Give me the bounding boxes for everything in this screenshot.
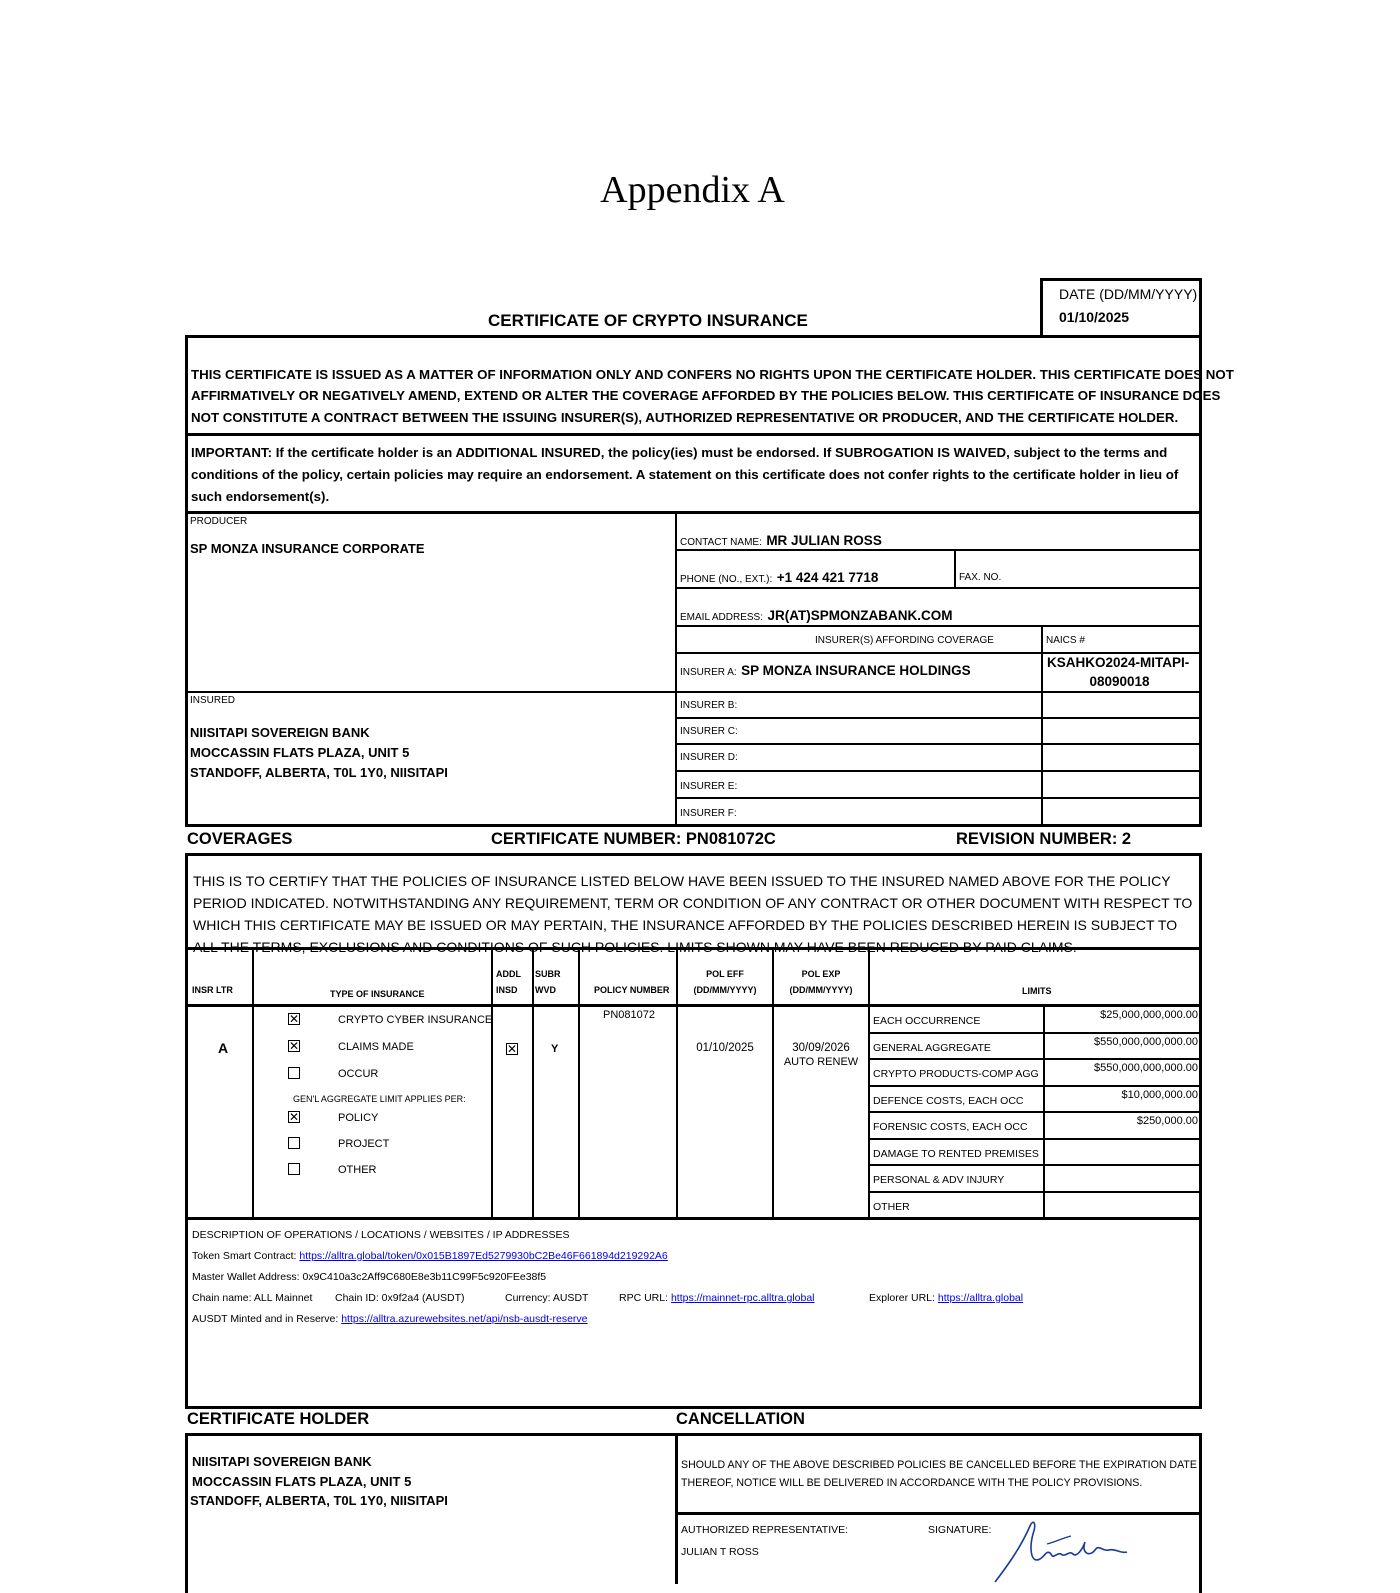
disclaimer-line: AFFIRMATIVELY OR NEGATIVELY AMEND, EXTEND OR ALTER THE COVERAGE AFFORDED BY THE POLICIES BELOW. THIS CERTIFICATE OF INSURANCE DOES xyxy=(191,388,1221,403)
explorer-label: Explorer URL: xyxy=(869,1292,935,1304)
aggregate-type-label: PROJECT xyxy=(338,1138,390,1150)
auth-rep-label: AUTHORIZED REPRESENTATIVE: xyxy=(681,1524,849,1536)
insurance-type-label: CRYPTO CYBER INSURANCE xyxy=(338,1014,493,1026)
disclaimer-line: NOT CONSTITUTE A CONTRACT BETWEEN THE ISSUING INSURER(S), AUTHORIZED REPRESENTATIVE OR PRODUCER, AND THE CERTIFICATE HOLDER. xyxy=(191,410,1179,425)
insured-label: INSURED xyxy=(190,695,236,706)
header-subr-1: SUBR xyxy=(535,969,561,979)
certificate-number: CERTIFICATE NUMBER: PN081072C xyxy=(491,830,776,848)
fax-label: FAX. NO. xyxy=(959,572,1002,583)
email-label: EMAIL ADDRESS: xyxy=(680,612,763,623)
aggregate-type-label: OTHER xyxy=(338,1164,377,1176)
reserve-row xyxy=(192,1313,588,1326)
limit-label: CRYPTO PRODUCTS-COMP AGG xyxy=(873,1068,1039,1080)
limit-value: $25,000,000,000.00 xyxy=(1100,1009,1198,1021)
email-value: JR(AT)SPMONZABANK.COM xyxy=(767,608,953,623)
auth-rep-name: JULIAN T ROSS xyxy=(681,1546,759,1558)
header-pol-eff-2: (DD/MM/YYYY) xyxy=(693,985,757,995)
addl-insd-checkbox[interactable]: ✕ xyxy=(507,1042,518,1056)
coverages-heading: COVERAGES xyxy=(187,830,293,848)
header-pol-exp-1: POL EXP xyxy=(801,969,841,979)
phone-label: PHONE (NO., EXT.): xyxy=(680,574,773,585)
insurer-e-label: INSURER E: xyxy=(680,781,738,792)
holder-line2: MOCCASSIN FLATS PLAZA, UNIT 5 xyxy=(192,1474,412,1489)
insurance-type-checkbox[interactable]: ✕ xyxy=(289,1039,300,1053)
explorer-row xyxy=(869,1292,1023,1305)
insurance-type-checkbox[interactable] xyxy=(288,1067,300,1079)
wallet-value: 0x9C410a3c2Aff9C680E8e3b11C99F5c920FEe38f5 xyxy=(302,1271,547,1283)
header-limits: LIMITS xyxy=(1022,986,1052,996)
important-line: conditions of the policy, certain policies may require an endorsement. A statement on this certificate does not confer rights to the certificate holder in lieu of xyxy=(191,467,1179,482)
header-subr-2: WVD xyxy=(535,985,556,995)
revision-number: REVISION NUMBER: 2 xyxy=(956,830,1132,848)
rpc-link[interactable]: https://mainnet-rpc.alltra.global xyxy=(670,1292,815,1304)
header-pol-exp-2: (DD/MM/YYYY) xyxy=(789,985,853,995)
explorer-link[interactable]: https://alltra.global xyxy=(937,1292,1024,1304)
header-insr-ltr: INSR LTR xyxy=(192,985,233,995)
limit-value: $250,000.00 xyxy=(1136,1115,1198,1127)
limit-label: GENERAL AGGREGATE xyxy=(873,1041,991,1054)
insurer-f-label: INSURER F: xyxy=(680,808,737,819)
limit-value: $550,000,000,000.00 xyxy=(1094,1062,1198,1074)
insurer-a-naics-line2: 08090018 xyxy=(1089,674,1150,689)
email-row xyxy=(680,606,952,625)
insured-line3: STANDOFF, ALBERTA, T0L 1Y0, NIISITAPI xyxy=(190,765,448,780)
signature-label: SIGNATURE: xyxy=(928,1524,992,1536)
contact-name-row xyxy=(680,531,882,550)
certificate-holder-heading: CERTIFICATE HOLDER xyxy=(187,1410,370,1428)
cancellation-line2: THEREOF, NOTICE WILL BE DELIVERED IN ACCORDANCE WITH THE POLICY PROVISIONS. xyxy=(681,1477,1143,1489)
appendix-title: Appendix A xyxy=(600,169,785,211)
producer-label: PRODUCER xyxy=(190,516,248,527)
insurer-c-label: INSURER C: xyxy=(680,726,738,737)
header-addl-1: ADDL xyxy=(496,969,521,979)
insurer-a-row xyxy=(680,661,971,680)
pol-eff-value: 01/10/2025 xyxy=(696,1042,754,1054)
aggregate-type-label: POLICY xyxy=(338,1112,379,1124)
insurer-a-naics-line1: KSAHKO2024-MITAPI- xyxy=(1047,655,1190,670)
token-label: Token Smart Contract: xyxy=(192,1250,297,1262)
signature-image xyxy=(985,1514,1145,1584)
header-pol-eff-1: POL EFF xyxy=(706,969,744,979)
cancellation-line1: SHOULD ANY OF THE ABOVE DESCRIBED POLICIES BE CANCELLED BEFORE THE EXPIRATION DATE xyxy=(681,1459,1197,1471)
insurer-d-label: INSURER D: xyxy=(680,752,738,763)
contact-name: MR JULIAN ROSS xyxy=(766,533,882,548)
description-label: DESCRIPTION OF OPERATIONS / LOCATIONS / WEBSITES / IP ADDRESSES xyxy=(192,1229,570,1241)
reserve-label: AUSDT Minted and in Reserve: xyxy=(192,1313,339,1325)
rpc-row xyxy=(619,1292,815,1305)
insurance-type-checkbox[interactable]: ✕ xyxy=(289,1012,300,1026)
gen-agg-label: GEN'L AGGREGATE LIMIT APPLIES PER: xyxy=(293,1094,466,1104)
rpc-label: RPC URL: xyxy=(619,1292,669,1304)
insurance-type-label: OCCUR xyxy=(338,1068,379,1080)
important-line: IMPORTANT: If the certificate holder is an ADDITIONAL INSURED, the policy(ies) must be endorsed. If SUBROGATION IS WAIVED, subject to the terms and xyxy=(191,445,1168,460)
coverage-statement: THIS IS TO CERTIFY THAT THE POLICIES OF INSURANCE LISTED BELOW HAVE BEEN ISSUED TO THE INSURED NAMED ABOVE FOR THE POLICY PERIOD INDICATED. NOTWITHSTANDING ANY REQUIREMENT, TERM OR CONDITION OF ANY CONTRACT OR OTHER DOCUMENT WITH RESPECT TO WHICH THIS CERTIFICATE MAY BE ISSUED OR MAY PERTAIN, THE INSURANCE AFFORDED BY THE POLICIES DESCRIBED HEREIN IS SUBJECT TO ALL THE TERMS, EXCLUSIONS AND CONDITIONS OF SUCH POLICIES. LIMITS SHOWN MAY HAVE BEEN REDUCED BY PAID CLAIMS. xyxy=(193,873,1193,955)
reserve-link[interactable]: https://alltra.azurewebsites.net/api/nsb-ausdt-reserve xyxy=(341,1313,588,1325)
limit-label: EACH OCCURRENCE xyxy=(873,1015,981,1027)
date-label: DATE (DD/MM/YYYY) xyxy=(1059,286,1198,302)
header-addl-2: INSD xyxy=(496,985,518,995)
holder-line1: NIISITAPI SOVEREIGN BANK xyxy=(192,1454,372,1469)
insurer-b-label: INSURER B: xyxy=(680,700,738,711)
currency: Currency: AUSDT xyxy=(505,1292,589,1304)
cancellation-heading: CANCELLATION xyxy=(676,1410,805,1428)
phone-value: +1 424 421 7718 xyxy=(776,570,879,585)
token-link[interactable]: https://alltra.global/token/0x015B1897Ed5279930bC2Be46F661894d219292A6 xyxy=(299,1250,668,1262)
naics-header: NAICS # xyxy=(1046,635,1085,646)
chain-id: Chain ID: 0x9f2a4 (AUSDT) xyxy=(335,1292,465,1304)
policy-number-value: PN081072 xyxy=(603,1009,655,1021)
phone-row xyxy=(680,568,878,587)
limit-value: $10,000,000.00 xyxy=(1121,1088,1198,1101)
wallet-label: Master Wallet Address: xyxy=(192,1271,300,1283)
pol-exp-renew: AUTO RENEW xyxy=(783,1056,859,1068)
limit-label: OTHER xyxy=(873,1200,910,1213)
insured-line1: NIISITAPI SOVEREIGN BANK xyxy=(190,725,370,740)
header-type: TYPE OF INSURANCE xyxy=(330,989,425,999)
producer-name: SP MONZA INSURANCE CORPORATE xyxy=(190,541,425,556)
header-policy-number: POLICY NUMBER xyxy=(594,985,670,995)
subr-wvd-value: Y xyxy=(551,1043,559,1055)
aggregate-type-checkbox[interactable]: ✕ xyxy=(289,1110,300,1124)
contact-name-label: CONTACT NAME: xyxy=(680,537,762,548)
important-line: such endorsement(s). xyxy=(191,489,330,504)
token-row xyxy=(192,1250,668,1263)
limit-label: FORENSIC COSTS, EACH OCC xyxy=(873,1121,1028,1133)
disclaimer-line: THIS CERTIFICATE IS ISSUED AS A MATTER OF INFORMATION ONLY AND CONFERS NO RIGHTS UPON THE CERTIFICATE HOLDER. THIS CERTIFICATE DOES NOT xyxy=(191,367,1234,382)
insr-ltr-value: A xyxy=(218,1040,229,1056)
limit-value: $550,000,000,000.00 xyxy=(1094,1035,1198,1048)
aggregate-type-checkbox[interactable] xyxy=(288,1163,300,1175)
wallet-row xyxy=(192,1271,546,1284)
limit-label: DEFENCE COSTS, EACH OCC xyxy=(873,1094,1024,1107)
chain-name: Chain name: ALL Mainnet xyxy=(192,1292,313,1304)
limit-label: DAMAGE TO RENTED PREMISES xyxy=(873,1147,1039,1160)
date-value: 01/10/2025 xyxy=(1059,309,1130,325)
insurance-type-label: CLAIMS MADE xyxy=(338,1041,414,1053)
aggregate-type-checkbox[interactable] xyxy=(288,1137,300,1149)
holder-line3: STANDOFF, ALBERTA, T0L 1Y0, NIISITAPI xyxy=(190,1493,448,1508)
insurer-a-label: INSURER A: xyxy=(680,667,737,678)
limit-label: PERSONAL & ADV INJURY xyxy=(873,1174,1005,1186)
pol-exp-value: 30/09/2026 xyxy=(792,1042,850,1054)
insurer-a-name: SP MONZA INSURANCE HOLDINGS xyxy=(741,663,971,678)
insured-line2: MOCCASSIN FLATS PLAZA, UNIT 5 xyxy=(190,745,410,760)
certificate-title: CERTIFICATE OF CRYPTO INSURANCE xyxy=(488,311,808,330)
insurers-header: INSURER(S) AFFORDING COVERAGE xyxy=(815,635,994,646)
